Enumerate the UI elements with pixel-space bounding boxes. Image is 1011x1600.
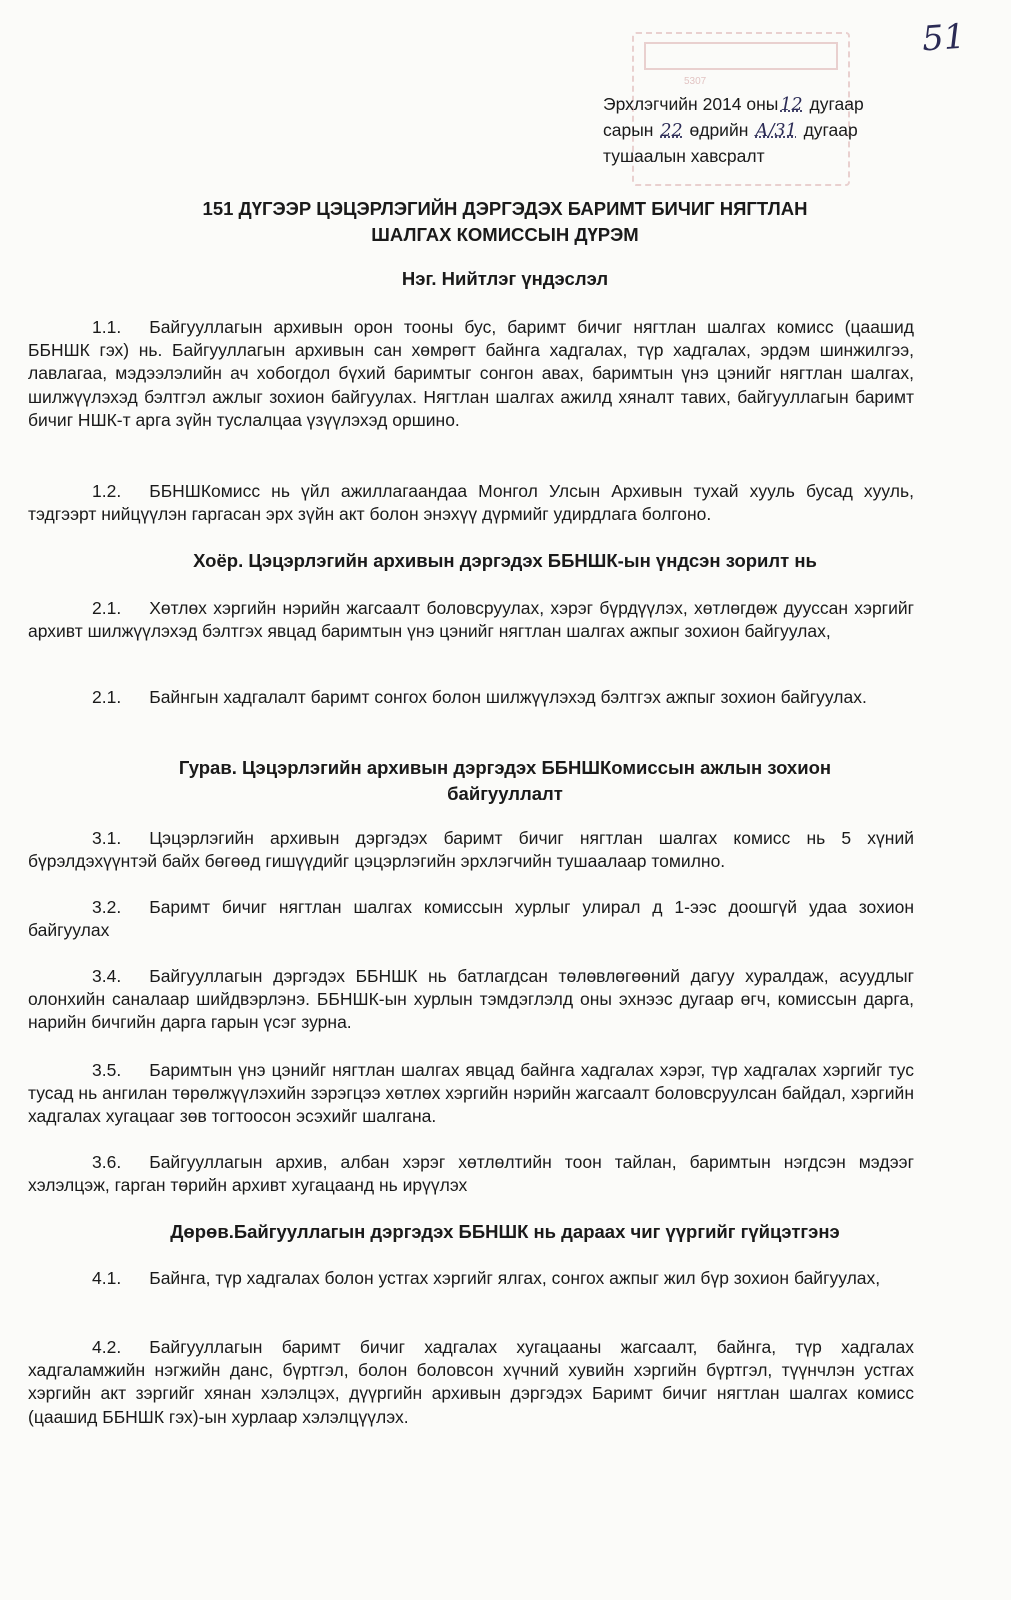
paragraph bbox=[28, 1267, 914, 1290]
stamp-number: 5307 bbox=[684, 76, 707, 87]
document-title bbox=[90, 196, 920, 248]
section-heading: Дөрөв.Байгууллагын дэргэдэх ББНШК нь дараах чиг үүргийг гүйцэтгэнэ bbox=[170, 1221, 840, 1242]
page-number: 51 bbox=[920, 16, 967, 60]
paragraph bbox=[28, 965, 914, 1035]
order-line-3: тушаалын хавсралт bbox=[603, 146, 765, 166]
order-month-label: сарын bbox=[603, 120, 654, 140]
paragraph-text: Байгууллагын архивын орон тооны бус, баримт бичиг нягтлан шалгах комисс (цаашид ББНШК гэх) нь. Байгууллагын архивын сан хөмрөгт байнга хадгалах, түр хадгалах, эрдэм шинжилгээ, лавлагаа, мэдээлэлийн ач хобогдол бүхий баримтыг сонгон авах, баримтын үнэ цэнийг нягтлан шалгах, шилжүүлэхэд бэлтгэл ажлыг зохион байгуулах. Нягтлан шалгах ажилд хяналт тавих, байгууллагын баримт бичиг НШК-т арга зүйн туслалцаа үзүүлэхэд оршино. bbox=[28, 317, 914, 430]
order-line1-suffix: дугаар bbox=[809, 94, 864, 114]
paragraph-number: 1.2. bbox=[92, 481, 122, 501]
order-year-label: Эрхлэгчийн 2014 оны bbox=[603, 94, 779, 114]
order-day-label: өдрийн bbox=[689, 120, 749, 140]
paragraph bbox=[28, 827, 914, 873]
paragraph bbox=[28, 480, 914, 526]
paragraph-number: 3.2. bbox=[92, 897, 122, 917]
paragraph-text: Хөтлөх хэргийн нэрийн жагсаалт боловсруулах, хэрэг бүрдүүлэх, хөтлөгдөж дууссан хэргийг архивт шилжүүлэхэд бэлтгэх явцад баримтын үнэ цэнийг нягтлан шалгах ажпыг зохион байгуулах, bbox=[28, 598, 914, 642]
section-heading: Хоёр. Цэцэрлэгийн архивын дэргэдэх ББНШК-ын үндсэн зорилт нь bbox=[193, 550, 817, 571]
paragraph-text: Байгууллагын баримт бичиг хадгалах хугацааны жагсаалт, байнга, түр хадгалах хадгаламжийн нэгжийн данс, бүртгэл, болон боловсон хүчний хувийн хэргийн бүртгэл, түүнчлэн устгах хэргийн акт зэргийг хянан хэлэлцэх, дүүргийн архивын дэргэдэх Баримт бичиг нягтлан шалгах комисс (цаашид ББНШК гэх)-ын хурлаар хэлэлцүүлэх. bbox=[28, 1337, 914, 1427]
paragraph-number: 4.2. bbox=[92, 1337, 122, 1357]
handwritten-order-number: А/31 bbox=[755, 121, 797, 141]
paragraph-number: 3.5. bbox=[92, 1060, 122, 1080]
paragraph-text: Баримтын үнэ цэнийг нягтлан шалгах явцад байнга хадгалах хэрэг, түр хадгалах хэргийг тус тусад нь ангилан төрөлжүүлэхийн зэрэгцээ хөтлөх хэргийн нэрийн жагсаалт боловсруулсан байдал, хэргийн хадгалах хугацааг зөв тогтоосон эсэхийг шалгана. bbox=[28, 1060, 914, 1127]
paragraph-text: Баримт бичиг нягтлан шалгах комиссын хурлыг улирал д 1-ээс доошгүй удаа зохион байгуулах bbox=[28, 897, 914, 941]
paragraph-text: Байгууллагын дэргэдэх ББНШК нь батлагдсан төлөвлөгөөний дагуу хуралдаж, асуудлыг олонхийн саналаар шийдвэрлэнэ. ББНШК-ын хурлын тэмдэглэлд оны эхнээс дугаар өгч, комиссын дарга, нарийн бичгийн дарга гарын үсэг зурна. bbox=[28, 966, 914, 1033]
title-line-1: 151 ДҮГЭЭР ЦЭЦЭРЛЭГИЙН ДЭРГЭДЭХ БАРИМТ БИЧИГ НЯГТЛАН bbox=[202, 198, 808, 219]
paragraph bbox=[28, 1151, 914, 1197]
paragraph bbox=[28, 896, 914, 942]
paragraph-number: 1.1. bbox=[92, 317, 122, 337]
handwritten-month: 12 bbox=[780, 95, 803, 115]
section-heading: Гурав. Цэцэрлэгийн архивын дэргэдэх ББНШКомиссын ажлын зохион байгууллалт bbox=[178, 757, 832, 804]
paragraph bbox=[28, 686, 914, 709]
paragraph-number: 3.6. bbox=[92, 1152, 122, 1172]
paragraph-text: Цэцэрлэгийн архивын дэргэдэх баримт бичиг нягтлан шалгах комисс нь 5 хүний бүрэлдэхүүнтэй байх бөгөөд гишүүдийг цэцэрлэгийн эрхлэгчийн тушаалаар томилно. bbox=[28, 828, 914, 872]
paragraph bbox=[28, 1336, 914, 1429]
paragraph-number: 2.1. bbox=[92, 598, 122, 618]
paragraph-text: Байнга, түр хадгалах болон устгах хэргийг ялгах, сонгох ажпыг жил бүр зохион байгуулах, bbox=[149, 1268, 881, 1288]
paragraph bbox=[28, 1059, 914, 1129]
stamp-ornament bbox=[644, 42, 838, 70]
title-line-2: ШАЛГАХ КОМИССЫН ДҮРЭМ bbox=[371, 224, 639, 245]
section-heading: Нэг. Нийтлэг үндэслэл bbox=[401, 268, 609, 289]
handwritten-day: 22 bbox=[660, 121, 683, 141]
order-line2-suffix: дугаар bbox=[803, 120, 858, 140]
paragraph bbox=[28, 597, 914, 643]
paragraph-number: 3.4. bbox=[92, 966, 122, 986]
order-reference bbox=[603, 92, 923, 169]
paragraph-number: 4.1. bbox=[92, 1268, 122, 1288]
paragraph-text: ББНШКомисс нь үйл ажиллагаандаа Монгол Улсын Архивын тухай хууль бусад хууль, тэдгээрт нийцүүлэн гаргасан эрх зүйн акт болон энэхүү дүрмийг удирдлага болгоно. bbox=[28, 481, 914, 525]
order-line-1 bbox=[603, 92, 923, 118]
paragraph-text: Байгууллагын архив, албан хэрэг хөтлөлтийн тоон тайлан, баримтын нэгдсэн мэдээг хэлэлцэж, гарган төрийн архивт хугацаанд нь ирүүлэх bbox=[28, 1152, 914, 1196]
paragraph bbox=[28, 316, 914, 432]
paragraph-number: 2.1. bbox=[92, 687, 122, 707]
order-line-2 bbox=[603, 118, 923, 144]
paragraph-number: 3.1. bbox=[92, 828, 122, 848]
paragraph-text: Байнгын хадгалалт баримт сонгох болон шилжүүлэхэд бэлтгэх ажпыг зохион байгуулах. bbox=[149, 687, 867, 707]
